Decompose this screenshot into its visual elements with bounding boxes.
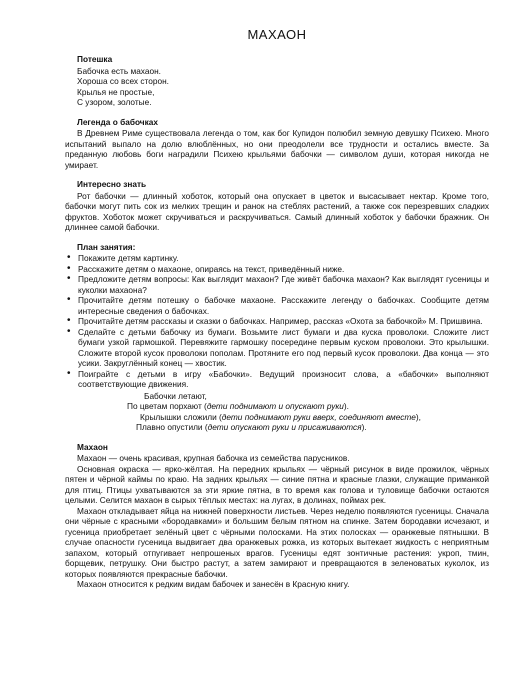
plan-item: • Поиграйте с детьми в игру «Бабочки». Ведущий произносит слова, а «бабочки» выполняют соответствующие движения. (65, 369, 489, 390)
verse-text: Плавно опустили ( (136, 422, 208, 432)
verse-line (65, 412, 489, 423)
legend-heading: Легенда о бабочках (77, 116, 158, 127)
mahaon-paragraph: Махаон относится к редким видам бабочек и занесён в Красную книгу. (77, 579, 350, 589)
verse-text: Бабочки летают, (144, 390, 207, 401)
verse-end: ). (361, 422, 367, 432)
mahaon-paragraph: Махаон откладывает яйца на нижней поверхности листьев. Через неделю появляются гусеницы. Сначала они чёрные с красными «бородавками» и большим белым пятном на спинке. Затем бородавки исчезают, и гусеница приобретает зелёный цвет с чёрными полосками. На этих полосках — оранжевые пятнышки. В случае опасности гусеница выдвигает два оранжевых рожка, из которых вытекает жидкость с неприятным запахом, который отпугивает непрошеных врагов. Гусеницы едят зонтичные растения: укроп, тмин, борщевик, петрушку. Они быстро растут, а затем замирают и превращаются в зеленоватых куколок, из которых появляются прекрасные бабочки. (65, 505, 489, 579)
verse-note: дети опускают руки и присаживаются (207, 422, 362, 432)
mahaon-heading: Махаон (77, 441, 108, 452)
verse-end: ). (343, 401, 349, 411)
plan-section (65, 242, 489, 433)
mahaon-section (65, 442, 489, 590)
page-title: МАХАОН (247, 27, 307, 42)
poteshka-section (65, 54, 489, 108)
plan-item: • Покажите детям картинку. (65, 253, 489, 264)
verse-text: По цветам порхают ( (127, 401, 207, 411)
verse-line (65, 401, 489, 412)
poem-line: С узором, золотые. (77, 97, 152, 107)
poteshka-heading: Потешка (77, 54, 113, 64)
poem-line: Крылья не простые, (77, 86, 155, 97)
legend-text: В Древнем Риме существовала легенда о том, как бог Купидон полюбил земную девушку Психею. Много испытаний выпало на долю влюблённых, но они преодолели все трудности и остались вместе. За преданную любовь боги наградили Психею крыльями бабочки — символом души, которая никогда не умирает. (65, 128, 489, 170)
legend-section (65, 117, 489, 171)
plan-item: • Прочитайте детям потешку о бабочке махаоне. Расскажите легенду о бабочках. Сообщите детям интересные сведения о бабочках. (65, 295, 489, 316)
verse-note: дети поднимают руки вверх, соединяют вместе (221, 411, 416, 422)
verse-line (65, 422, 489, 433)
verse-end: ), (415, 411, 421, 422)
mahaon-paragraph: Махаон — очень красивая, крупная бабочка из семейства парусников. (77, 453, 350, 463)
mahaon-paragraph: Основная окраска — ярко-жёлтая. На передних крыльях — чёрный рисунок в виде прожилок, чёрных пятен и чёрной каймы по краю. На задних крыльях — синие пятна и красные глазки, служащие приманкой для птиц. Птицы ухватываются за эти яркие пятна, в то время как голова и туловище бабочки остаются целыми. Селится махаон в сырых тёплых местах: на лугах, в долинах, поймах рек. (65, 463, 489, 505)
poem-line: Хороша со всех сторон. (77, 76, 169, 86)
interesting-text: Рот бабочки — длинный хоботок, который она опускает в цветок и высасывает нектар. Кроме того, бабочки могут пить сок из мелких трещин и ранок на стеблях растений, а также сок перезревших сладких фруктов. Хоботок может скручиваться и раскручиваться. Самый длинный хоботок у бабочки бражник. Он длиннее самой бабочки. (65, 190, 489, 232)
verse-note: дети поднимают и опускают руки (206, 401, 344, 411)
verse-line (65, 391, 489, 402)
plan-item: • Предложите детям вопросы: Как выглядит махаон? Где живёт бабочка махаон? Как выглядят гусеницы и куколки махаона? (65, 274, 489, 295)
plan-heading: План занятия: (77, 241, 136, 252)
game-verse (65, 391, 489, 433)
plan-item: • Расскажите детям о махаоне, опираясь на текст, приведённый ниже. (65, 264, 489, 275)
poem-line: Бабочка есть махаон. (77, 65, 161, 76)
plan-item: • Прочитайте детям рассказы и сказки о бабочках. Например, рассказ «Охота за бабочкой» М. Пришвина. (65, 316, 489, 327)
verse-text: Крылышки сложили ( (140, 411, 222, 422)
interesting-heading: Интересно знать (77, 179, 147, 189)
plan-list (65, 253, 489, 390)
interesting-section (65, 179, 489, 233)
plan-item: • Сделайте с детьми бабочку из бумаги. Возьмите лист бумаги и два куска проволоки. Сложите лист бумаги узкой гармошкой. Перевяжите гармошку посередине первым куском проволоки. Это крылышки. Сложите второй кусок проволоки пополам. Протяните его под первый кусок проволоки. Два конца — это усики. Закруглённый конец — хвостик. (65, 327, 489, 369)
